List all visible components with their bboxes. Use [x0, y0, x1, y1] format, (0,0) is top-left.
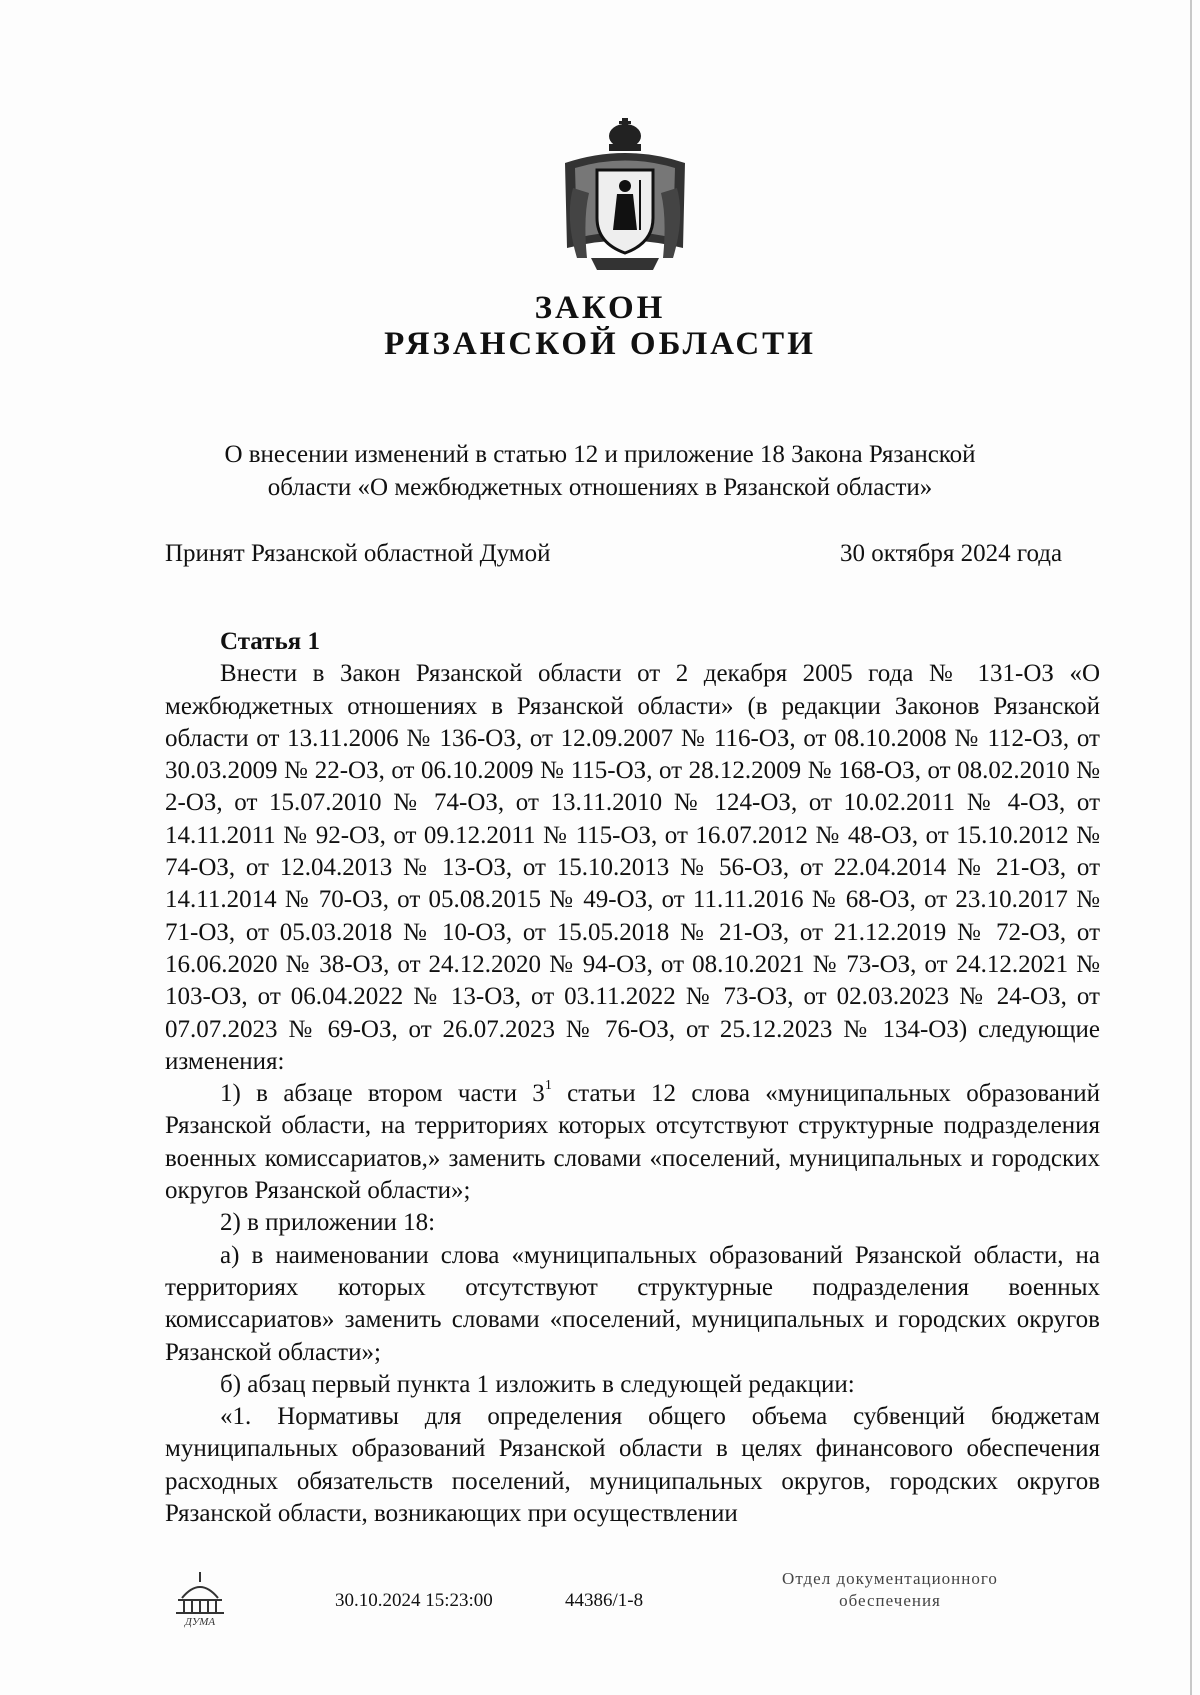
- article-1-intro: Внести в Закон Рязанской области от 2 декабря 2005 года № 131-ОЗ «О межбюджетных отношениях в Рязанской области» (в редакции Законов Рязанской области от 13.11.2006 № 136-ОЗ, от 12.09.2007 № 116-ОЗ, от 08.10.2008 № 112-ОЗ, от 30.03.2009 № 22-ОЗ, от 06.10.2009 № 115-ОЗ, от 28.12.2009 № 168-ОЗ, от 08.02.2010 № 2-ОЗ, от 15.07.2010 № 74-ОЗ, от 13.11.2010 № 124-ОЗ, от 10.02.2011 № 4-ОЗ, от 14.11.2011 № 92-ОЗ, от 09.12.2011 № 115-ОЗ, от 16.07.2012 № 48-ОЗ, от 15.10.2012 № 74-ОЗ, от 12.04.2013 № 13-ОЗ, от 15.10.2013 № 56-ОЗ, от 22.04.2014 № 21-ОЗ, от 14.11.2014 № 70-ОЗ, от 05.08.2015 № 49-ОЗ, от 11.11.2016 № 68-ОЗ, от 23.10.2017 № 71-ОЗ, от 05.03.2018 № 10-ОЗ, от 15.05.2018 № 21-ОЗ, от 21.12.2019 № 72-ОЗ, от 16.06.2020 № 38-ОЗ, от 24.12.2020 № 94-ОЗ, от 08.10.2021 № 73-ОЗ, от 24.12.2021 № 103-ОЗ, от 06.04.2022 № 13-ОЗ, от 03.11.2022 № 73-ОЗ, от 02.03.2023 № 24-ОЗ, от 07.07.2023 № 69-ОЗ, от 26.07.2023 № 76-ОЗ, от 25.12.2023 № 134-ОЗ) следующие изменения:: [165, 660, 1100, 1075]
- adopted-date: 30 октября 2024 года: [840, 540, 1063, 567]
- subtitle-line2: области «О межбюджетных отношениях в Рязанской области»: [267, 474, 933, 501]
- duma-logo-text: ДУМА: [184, 1616, 216, 1628]
- duma-building-icon: [170, 1570, 230, 1628]
- law-subtitle: [150, 438, 1050, 504]
- subtitle-line1: О внесении изменений в статью 12 и приложение 18 Закона Рязанской: [224, 441, 976, 468]
- department-stamp: [740, 1568, 1040, 1612]
- article-1-item-2a: а) в наименовании слова «муниципальных образований Рязанской области, на территориях которых отсутствуют структурные подразделения военных комиссариатов» заменить словами «поселений, муниципальных и городских округов Рязанской области»;: [165, 1241, 1100, 1366]
- adopted-by: Принят Рязанской областной Думой: [165, 540, 551, 567]
- article-1-quote: «1. Нормативы для определения общего объема субвенций бюджетам муниципальных образований Рязанской области в целях финансового обеспечения расходных обязательств поселений, муниципальных округов, городских округов Рязанской области, возникающих при осуществлении: [165, 1403, 1100, 1528]
- registration-number: 44386/1-8: [565, 1590, 644, 1611]
- stamp-line2: обеспечения: [839, 1591, 941, 1610]
- item-1-text-after: статьи 12 слова «муниципальных образований Рязанской области, на территориях которых отсутствуют структурные подразделения военных комиссариатов,» заменить словами «поселений, муниципальных и городских округов Рязанской области»;: [165, 1080, 1100, 1205]
- article-1-item-2: 2) в приложении 18:: [220, 1209, 436, 1237]
- law-title-line2: РЯЗАНСКОЙ ОБЛАСТИ: [384, 326, 816, 362]
- article-1: [165, 626, 1100, 1530]
- stamp-line1: Отдел документационного: [782, 1569, 998, 1588]
- page-edge: [1190, 0, 1192, 1695]
- article-1-item-1: [165, 1078, 1100, 1207]
- item-1-text-before: 1) в абзаце втором части 3: [220, 1080, 545, 1108]
- item-1-superscript: 1: [544, 1078, 552, 1094]
- ryazan-coat-of-arms-icon: [555, 118, 695, 278]
- law-title-line1: ЗАКОН: [534, 290, 666, 326]
- registration-datetime: 30.10.2024 15:23:00: [335, 1590, 493, 1611]
- article-1-item-2b: б) абзац первый пункта 1 изложить в следующей редакции:: [220, 1370, 855, 1398]
- article-1-title: Статья 1: [220, 628, 320, 655]
